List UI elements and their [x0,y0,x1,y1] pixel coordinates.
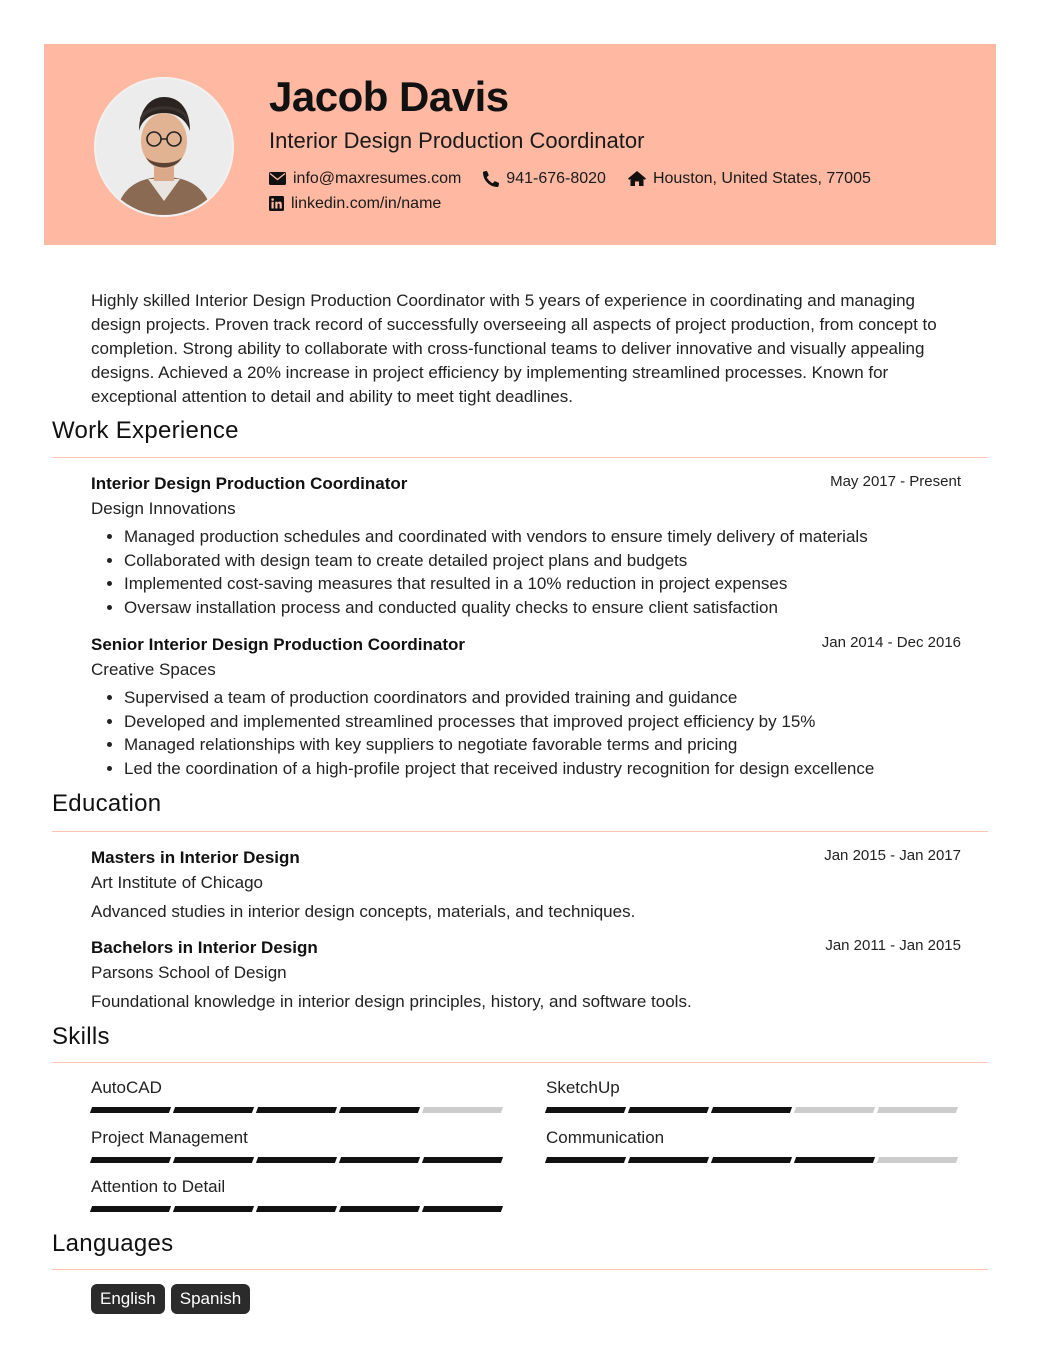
skill-level-segment [90,1107,171,1113]
skill-item [91,1127,506,1163]
skill-name: Project Management [91,1128,248,1147]
contact-linkedin[interactable] [269,195,441,213]
language-badge: English [91,1284,165,1314]
linkedin-text: linkedin.com/in/name [291,194,442,212]
skill-level-segment [90,1157,171,1163]
work-entry [91,633,961,781]
skill-level-bar [546,1107,961,1113]
company-name: Design Innovations [91,499,236,518]
skill-level-segment [794,1107,875,1113]
list-item: • Developed and implemented streamlined processes that improved project efficiency by 15% [124,710,961,734]
skill-name: Attention to Detail [91,1177,226,1196]
professional-summary: Highly skilled Interior Design Production Coordinator with 5 years of experience in coordinating and managing design projects. Proven track record of successfully overseeing all aspects of project production, from concept to completion. Strong ability to collaborate with cross-functional teams to deliver innovative and visually appealing designs. Achieved a 20% increase in project efficiency by implementing streamlined processes. Known for exceptional attention to detail and ability to meet tight deadlines. [91,291,937,406]
skill-level-segment [256,1157,337,1163]
language-list [91,1284,256,1314]
linkedin-icon [269,196,284,211]
contact-location [628,170,871,188]
section-title-work: Work Experience [52,417,239,444]
profile-photo [94,77,234,217]
contact-info [269,166,893,216]
skill-level-segment [422,1107,503,1113]
phone-icon [483,171,499,187]
list-item: • Oversaw installation process and conducted quality checks to ensure client satisfaction [124,596,961,620]
person-avatar-icon [96,79,232,215]
home-icon [628,171,646,186]
skill-name: SketchUp [546,1078,620,1097]
skill-level-segment [794,1157,875,1163]
skill-level-segment [628,1107,709,1113]
section-title-skills: Skills [52,1023,110,1050]
skill-level-bar [91,1157,506,1163]
skill-level-bar [546,1157,961,1163]
list-item: • Managed relationships with key suppliers to negotiate favorable terms and pricing [124,733,961,757]
email-text: info@maxresumes.com [293,169,462,187]
company-name: Creative Spaces [91,660,216,679]
skill-item [91,1176,506,1212]
school-name: Parsons School of Design [91,963,287,982]
candidate-name: Jacob Davis [269,73,509,120]
section-title-languages: Languages [52,1230,174,1257]
skill-level-segment [173,1157,254,1163]
job-dates: Jan 2014 - Dec 2016 [821,634,961,651]
degree-title: Bachelors in Interior Design [91,938,318,957]
work-entry [91,472,961,620]
skill-level-segment [90,1206,171,1212]
skill-level-segment [339,1107,420,1113]
phone-text: 941-676-8020 [506,169,606,187]
job-bullets [91,686,961,781]
section-title-education: Education [52,790,162,817]
skill-name: Communication [546,1128,665,1147]
list-item: • Supervised a team of production coordinators and provided training and guidance [124,686,961,710]
job-title: Senior Interior Design Production Coordinator [91,635,466,654]
skill-level-segment [711,1107,792,1113]
envelope-icon [269,172,286,185]
school-name: Art Institute of Chicago [91,873,263,892]
education-dates: Jan 2015 - Jan 2017 [824,847,961,864]
list-item: • Managed production schedules and coordinated with vendors to ensure timely delivery of materials [124,525,961,549]
location-text: Houston, United States, 77005 [652,169,871,187]
contact-phone[interactable] [483,170,606,188]
skill-level-segment [339,1206,420,1212]
section-divider [52,831,988,832]
skill-level-segment [628,1157,709,1163]
skill-level-segment [173,1107,254,1113]
candidate-title: Interior Design Production Coordinator [269,128,645,153]
degree-title: Masters in Interior Design [91,848,300,867]
skill-level-segment [256,1107,337,1113]
skill-level-segment [877,1107,958,1113]
section-divider [52,457,988,458]
section-divider [52,1269,988,1270]
skill-level-segment [339,1157,420,1163]
skill-level-segment [256,1206,337,1212]
contact-email[interactable] [269,170,461,188]
job-bullets [91,525,961,620]
skill-item [91,1077,506,1113]
job-title: Interior Design Production Coordinator [91,474,408,493]
skill-level-bar [91,1206,506,1212]
language-badge: Spanish [171,1284,250,1314]
education-entry [91,936,961,1014]
list-item: • Collaborated with design team to create detailed project plans and budgets [124,549,961,573]
education-description: Advanced studies in interior design concepts, materials, and techniques. [91,902,636,921]
education-description: Foundational knowledge in interior design principles, history, and software tools. [91,992,692,1011]
skill-level-bar [91,1107,506,1113]
list-item: • Implemented cost-saving measures that resulted in a 10% reduction in project expenses [124,572,961,596]
skill-name: AutoCAD [91,1078,162,1097]
job-dates: May 2017 - Present [830,473,961,490]
skill-level-segment [422,1206,503,1212]
skill-level-segment [173,1206,254,1212]
skill-level-segment [711,1157,792,1163]
skill-level-segment [877,1157,958,1163]
skill-item [546,1127,961,1163]
resume-header [44,44,996,245]
skill-level-segment [545,1107,626,1113]
list-item: • Led the coordination of a high-profile project that received industry recognition for design excellence [124,757,961,781]
education-entry [91,846,961,924]
education-dates: Jan 2011 - Jan 2015 [825,937,961,954]
skill-level-segment [422,1157,503,1163]
skill-item [546,1077,961,1113]
section-divider [52,1062,988,1063]
skill-level-segment [545,1157,626,1163]
